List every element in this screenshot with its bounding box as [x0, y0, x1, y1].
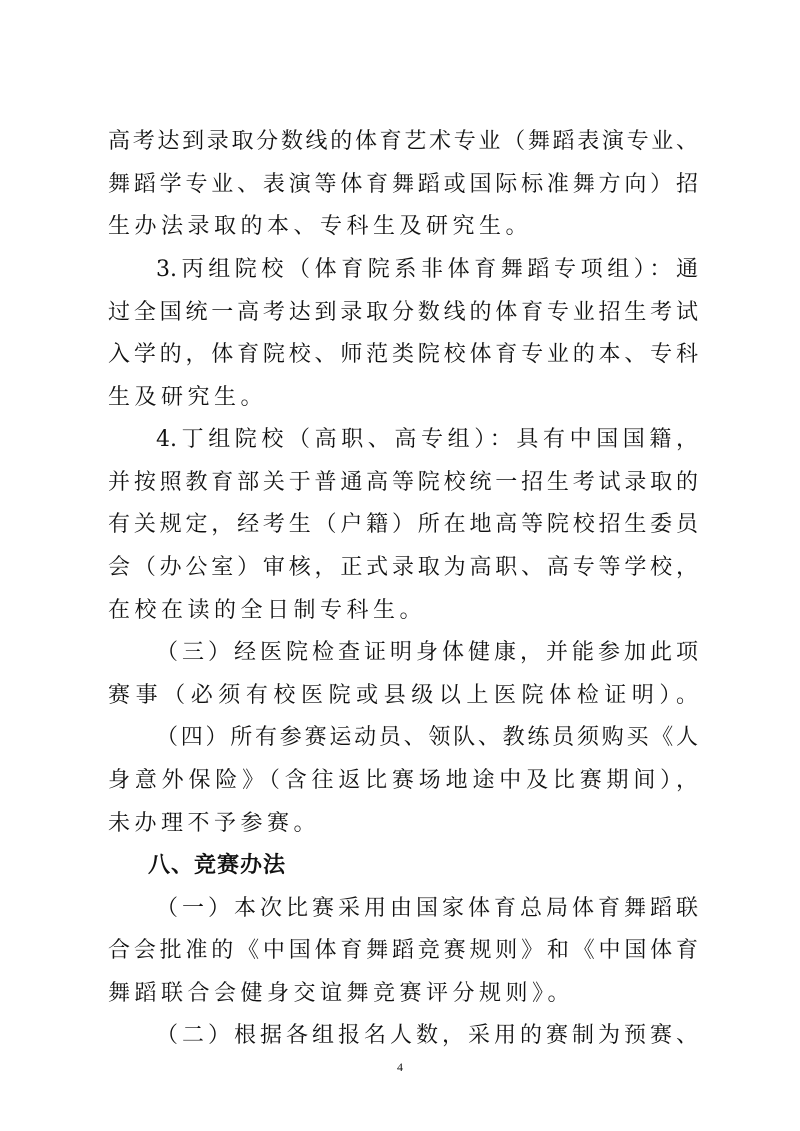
text-line: 舞蹈学专业、表演等体育舞蹈或国际标准舞方向）招 — [108, 172, 698, 197]
text-line: 入学的，体育院校、师范类院校体育专业的本、专科 — [108, 342, 698, 367]
text-line: 生及研究生。 — [108, 385, 268, 410]
text-line: 合会批准的《中国体育舞蹈竞赛规则》和《中国体育 — [108, 938, 698, 963]
text-line: 在校在读的全日制专科生。 — [108, 598, 427, 623]
text-line: 身意外保险》（含往返比赛场地途中及比赛期间）， — [108, 768, 698, 793]
text-line: 生办法录取的本、专科生及研究生。 — [108, 214, 533, 239]
text-line: （三）经医院检查证明身体健康，并能参加此项 — [156, 640, 698, 665]
text-line: 会（办公室）审核，正式录取为高职、高专等学校， — [108, 555, 698, 580]
text-line: （二）根据各组报名人数，采用的赛制为预赛、 — [156, 1023, 698, 1048]
text-line: 舞蹈联合会健身交谊舞竞赛评分规则》。 — [108, 981, 575, 1006]
text-line: 3.丙组院校（体育院系非体育舞蹈专项组）：通 — [156, 257, 698, 282]
text-line: 有关规定，经考生（户籍）所在地高等院校招生委员 — [108, 512, 698, 537]
section-heading: 八、竞赛办法 — [148, 853, 287, 878]
text-line: （一）本次比赛采用由国家体育总局体育舞蹈联 — [156, 896, 698, 921]
text-line: 并按照教育部关于普通高等院校统一招生考试录取的 — [108, 470, 698, 495]
text-line: 未办理不予参赛。 — [108, 811, 321, 836]
page-number: 4 — [397, 1060, 403, 1074]
text-line: 赛事（必须有校医院或县级以上医院体检证明）。 — [108, 683, 698, 708]
text-line: 高考达到录取分数线的体育艺术专业（舞蹈表演专业、 — [108, 129, 698, 154]
text-line: （四）所有参赛运动员、领队、教练员须购买《人 — [156, 725, 698, 750]
text-line: 4.丁组院校（高职、高专组）：具有中国国籍， — [156, 427, 698, 452]
text-line: 过全国统一高考达到录取分数线的体育专业招生考试 — [108, 300, 698, 325]
